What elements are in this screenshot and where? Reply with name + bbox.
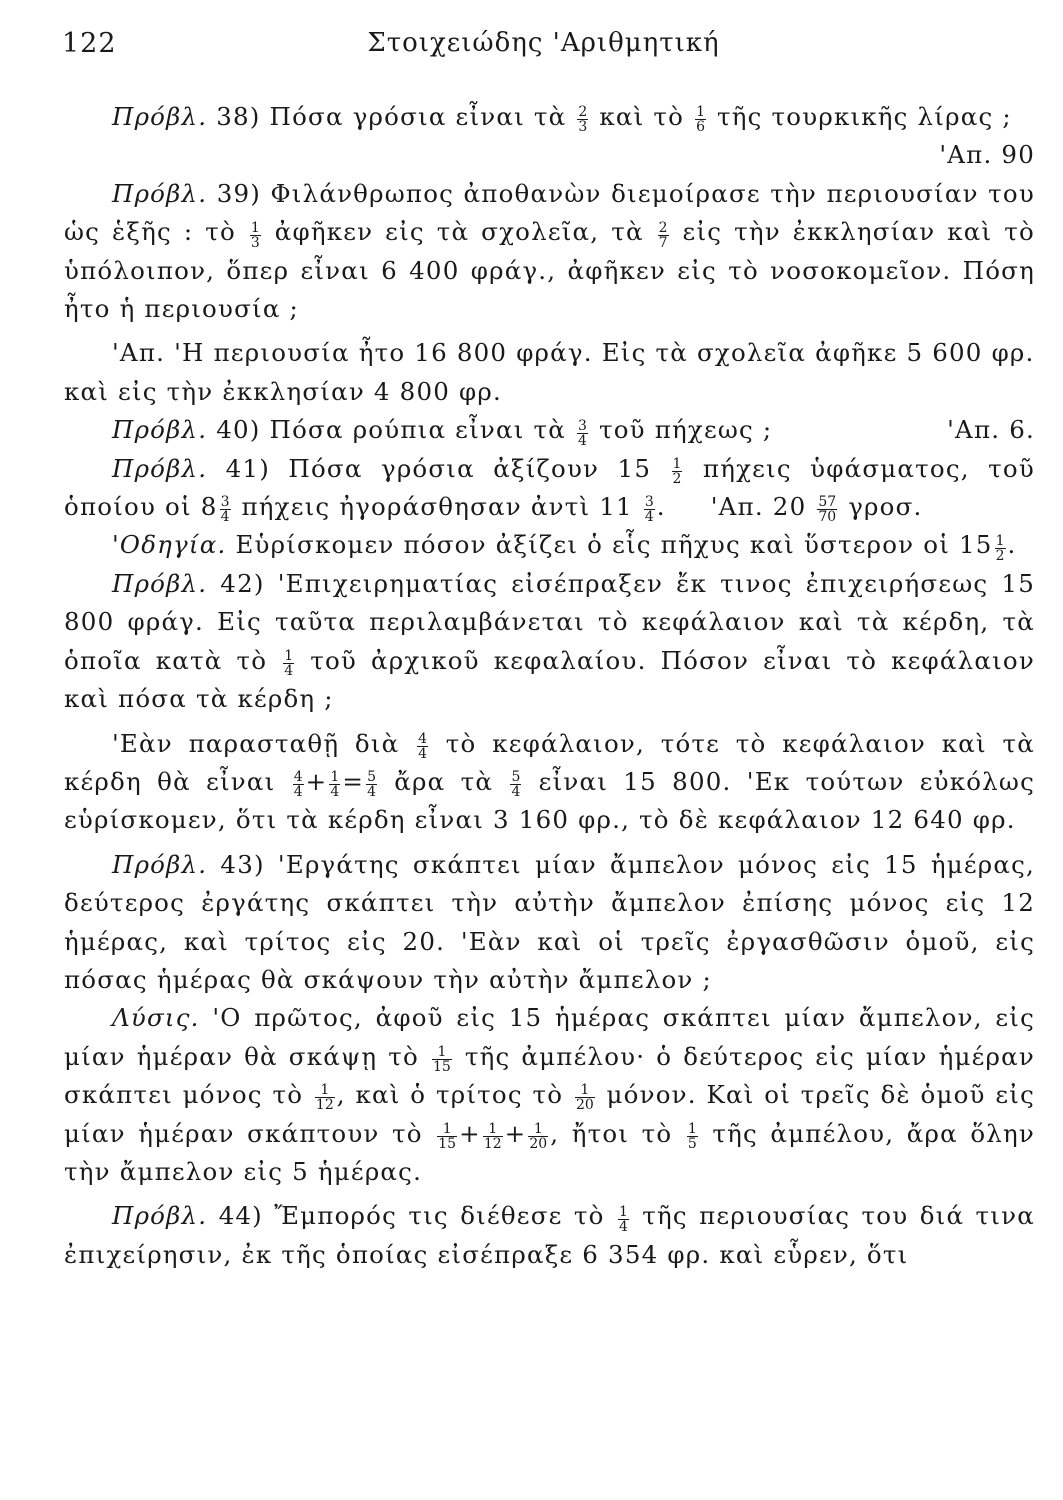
solution-text: εἶναι 15 800. 'Εκ τούτων εὐκόλως εὑρίσκομεν, ὅτι τὰ κέρδη εἶναι 3 160 φρ., τὸ δὲ κεφάλαιον 12 640 φρ.: [64, 766, 1035, 835]
fraction: [528, 1122, 548, 1151]
fraction-numerator: 1: [672, 455, 682, 472]
problem-40: [64, 411, 1035, 449]
fraction-numerator: 1: [575, 1083, 595, 1098]
problem-text: 41) Πόσα γρόσια ἀξίζουν 15: [225, 453, 652, 483]
fraction-denominator: 4: [618, 1218, 628, 1235]
solution-text: , ἤτοι τὸ: [550, 1118, 673, 1148]
fraction: [417, 732, 428, 761]
fraction: [437, 1122, 457, 1151]
fraction-numerator: 1: [528, 1122, 548, 1137]
fraction-denominator: 20: [575, 1097, 594, 1114]
operator: +: [504, 1118, 527, 1148]
fraction: [618, 1205, 629, 1234]
fraction-denominator: 12: [483, 1135, 502, 1152]
solution-label: Λύσις.: [112, 1003, 200, 1033]
problem-text: 38) Πόσα γρόσια εἶναι τὰ: [216, 102, 567, 131]
problem-text: πήχεις ὑφάσματος, τοῦ ὁποίου οἱ 8: [64, 453, 1035, 522]
fraction: [220, 495, 231, 524]
fraction-numerator: 1: [315, 1083, 335, 1098]
problem-label: Πρόβλ.: [112, 178, 208, 208]
hint-text: .: [1007, 530, 1017, 560]
fraction: [575, 1083, 595, 1112]
fraction-numerator: 4: [418, 730, 428, 747]
solution-text: τὸ κεφάλαιον, τότε τὸ κεφάλαιον καὶ τὰ κέρδη θὰ εἶναι: [64, 728, 1035, 796]
problem-text: τῆς τουρκικῆς λίρας ;: [717, 102, 1012, 131]
answer: 'Απ. 20: [710, 492, 807, 522]
problem-text: .: [656, 492, 666, 522]
fraction-denominator: 4: [330, 784, 340, 801]
fraction-denominator: 20: [529, 1135, 548, 1152]
fraction-numerator: 4: [293, 769, 303, 786]
problem-text: ἀφῆκεν εἰς τὰ σχολεῖα, τὰ: [274, 217, 644, 247]
solution-text: τῆς ἀμπέλου, ἄρα ὅλην τὴν ἄμπελον εἰς 5 ἡμέρας.: [64, 1118, 1035, 1186]
page-body: [64, 98, 1035, 1274]
problem-text: 42) 'Επιχειρηματίας εἰσέπραξεν ἔκ τινος ἐπιχειρήσεως 15 800 φράγ. Εἰς ταῦτα περιλαμβάνεται τὸ κεφάλαιον καὶ τὰ κέρδη, τὰ ὁποῖα κατὰ τὸ: [64, 568, 1035, 675]
fraction: [658, 221, 669, 250]
fraction-numerator: 1: [330, 769, 340, 786]
answer-39: 'Απ. 'Η περιουσία ἦτο 16 800 φράγ. Εἰς τὰ σχολεῖα ἀφῆκε 5 600 φρ. καὶ εἰς τὴν ἐκκλησίαν 4 800 φρ.: [64, 338, 1035, 406]
answer: 'Απ. 6.: [947, 415, 1035, 445]
problem-label: Πρόβλ.: [112, 849, 208, 879]
problem-text: 40) Πόσα ρούπια εἶναι τὰ: [216, 415, 567, 445]
fraction: [644, 495, 655, 524]
fraction-numerator: 1: [696, 104, 705, 121]
problem-38: [64, 98, 1035, 175]
operator: =: [342, 766, 365, 796]
answer-unit: γροσ.: [848, 492, 923, 522]
problem-43: [64, 846, 1035, 1000]
fraction-numerator: 57: [818, 494, 837, 511]
fraction-denominator: 4: [644, 509, 654, 526]
fraction: [695, 105, 706, 134]
solution-43: [64, 999, 1035, 1191]
fraction-numerator: 2: [658, 219, 668, 236]
fraction-numerator: 5: [367, 769, 376, 786]
problem-text: εἰς τὴν ἐκκλησίαν καὶ τὸ ὑπόλοιπον, ὅπερ εἶναι 6 400 φράγ., ἀφῆκεν εἰς τὸ νοσοκομεῖον. Πόση ἦτο ἡ περιουσία ;: [64, 217, 1035, 324]
fraction-denominator: 4: [418, 745, 428, 762]
fraction-denominator: 4: [367, 784, 376, 801]
fraction: [283, 649, 294, 678]
problem-label: Πρόβλ.: [112, 415, 208, 445]
problem-text: τοῦ πήχεως ;: [598, 415, 773, 445]
fraction: [577, 105, 588, 134]
hint-text: Εὑρίσκομεν πόσον ἀξίζει ὁ εἷς πῆχυς καὶ ὕστερον οἱ 15: [235, 530, 993, 560]
fraction-denominator: 15: [433, 1059, 451, 1076]
fraction-numerator: 1: [432, 1045, 452, 1060]
fraction-denominator: 4: [284, 662, 294, 679]
fraction-numerator: 3: [644, 494, 654, 511]
problem-label: Πρόβλ.: [112, 102, 208, 131]
problem-text: 43) 'Εργάτης σκάπτει μίαν ἄμπελον μόνος εἰς 15 ἡμέρας, δεύτερος ἐργάτης σκάπτει τὴν αὐτὴν ἄμπελον ἐπίσης μόνος εἰς 12 ἡμέρας, καὶ τρίτος εἰς 20. 'Εὰν καὶ οἱ τρεῖς ἐργασθῶσιν ὁμοῦ, εἰς πόσας ἡμέρας θὰ σκάψουν τὴν αὐτὴν ἄμπελον ;: [64, 849, 1035, 994]
fraction: [577, 419, 588, 448]
fraction: [510, 770, 521, 799]
fraction-numerator: 1: [284, 647, 294, 664]
problem-text: 39) Φιλάνθρωπος ἀποθανὼν διεμοίρασε τὴν περιουσίαν του ὡς ἑξῆς : τὸ: [64, 178, 1035, 247]
solution-text: ἄρα τὰ: [394, 766, 494, 796]
solution-text: 'Εὰν παρασταθῇ διὰ: [112, 728, 400, 758]
fraction-numerator: 3: [578, 417, 587, 434]
fraction-denominator: 15: [438, 1135, 457, 1152]
fraction-denominator: 4: [293, 784, 303, 801]
hint-label: 'Οδηγία.: [112, 530, 227, 560]
fraction-denominator: 4: [578, 432, 587, 449]
fraction-numerator: 1: [250, 219, 260, 236]
fraction: [687, 1122, 698, 1151]
fraction-denominator: 12: [315, 1097, 334, 1114]
fraction: [432, 1045, 452, 1074]
fraction-numerator: 1: [437, 1122, 457, 1137]
fraction-numerator: 2: [578, 104, 588, 121]
problem-label: Πρόβλ.: [112, 568, 208, 598]
operator: +: [305, 766, 328, 796]
fraction-denominator: 7: [658, 234, 668, 251]
solution-42: [64, 725, 1035, 840]
fraction-numerator: 1: [483, 1122, 503, 1137]
fraction-denominator: 2: [995, 547, 1005, 564]
page-header: [62, 28, 1025, 68]
problem-41: [64, 450, 1035, 527]
fraction-denominator: 4: [220, 509, 230, 526]
fraction-denominator: 6: [696, 119, 705, 136]
page-number: 122: [62, 28, 117, 59]
fraction-denominator: 3: [578, 119, 588, 136]
fraction-numerator: 1: [618, 1203, 628, 1220]
fraction: [817, 495, 837, 524]
problem-text: καὶ τὸ: [599, 102, 685, 131]
fraction-numerator: 5: [511, 769, 521, 786]
answer: 'Απ. 90: [939, 140, 1035, 170]
fraction: [315, 1083, 335, 1112]
fraction-numerator: 3: [220, 494, 230, 511]
problem-text: πήχεις ἠγοράσθησαν ἀντὶ 11: [241, 492, 633, 522]
fraction-denominator: 2: [672, 470, 682, 487]
solution-text: , καὶ ὁ τρίτος τὸ: [336, 1080, 564, 1110]
problem-label: Πρόβλ.: [112, 453, 208, 483]
fraction-numerator: 1: [687, 1120, 697, 1137]
fraction: [483, 1122, 503, 1151]
fraction: [250, 221, 261, 250]
fraction-denominator: 5: [687, 1135, 697, 1152]
hint: [64, 526, 1035, 564]
fraction: [672, 457, 683, 486]
problem-text: 44) Ἔμπορός τις διέθεσε τὸ: [218, 1201, 605, 1231]
problem-39: [64, 175, 1035, 329]
problem-label: Πρόβλ.: [112, 1201, 208, 1231]
fraction: [995, 534, 1006, 563]
fraction: [293, 770, 304, 799]
fraction-denominator: 70: [818, 509, 837, 526]
solution-text: 'Ο πρῶτος, ἀφοῦ εἰς 15 ἡμέρας σκάπτει μίαν ἄμπελον, εἰς μίαν ἡμέραν θὰ σκάψῃ τὸ: [64, 1003, 1035, 1071]
fraction-denominator: 4: [511, 784, 521, 801]
problem-44: [64, 1197, 1035, 1274]
running-title: Στοιχειώδης 'Αριθμητική: [367, 28, 720, 58]
solution-text: μόνον. Καὶ οἱ τρεῖς δὲ ὁμοῦ εἰς μίαν ἡμέραν σκάπτουν τὸ: [64, 1080, 1036, 1148]
operator: +: [459, 1118, 481, 1148]
problem-42: [64, 565, 1035, 719]
fraction-numerator: 1: [995, 532, 1005, 549]
solution-text: τῆς ἀμπέλου· ὁ δεύτερος εἰς μίαν ἡμέραν σκάπτει μόνος τὸ: [64, 1041, 1035, 1110]
problem-text: τῆς περιουσίας του διά τινα ἐπιχείρησιν, ἐκ τῆς ὁποίας εἰσέπραξε 6 354 φρ. καὶ εὗρεν, ὅτι: [64, 1201, 1035, 1269]
fraction: [366, 770, 377, 799]
fraction-denominator: 3: [250, 234, 260, 251]
problem-text: τοῦ ἀρχικοῦ κεφαλαίου. Πόσον εἶναι τὸ κεφάλαιον καὶ πόσα τὰ κέρδη ;: [64, 645, 1035, 714]
fraction: [329, 770, 340, 799]
